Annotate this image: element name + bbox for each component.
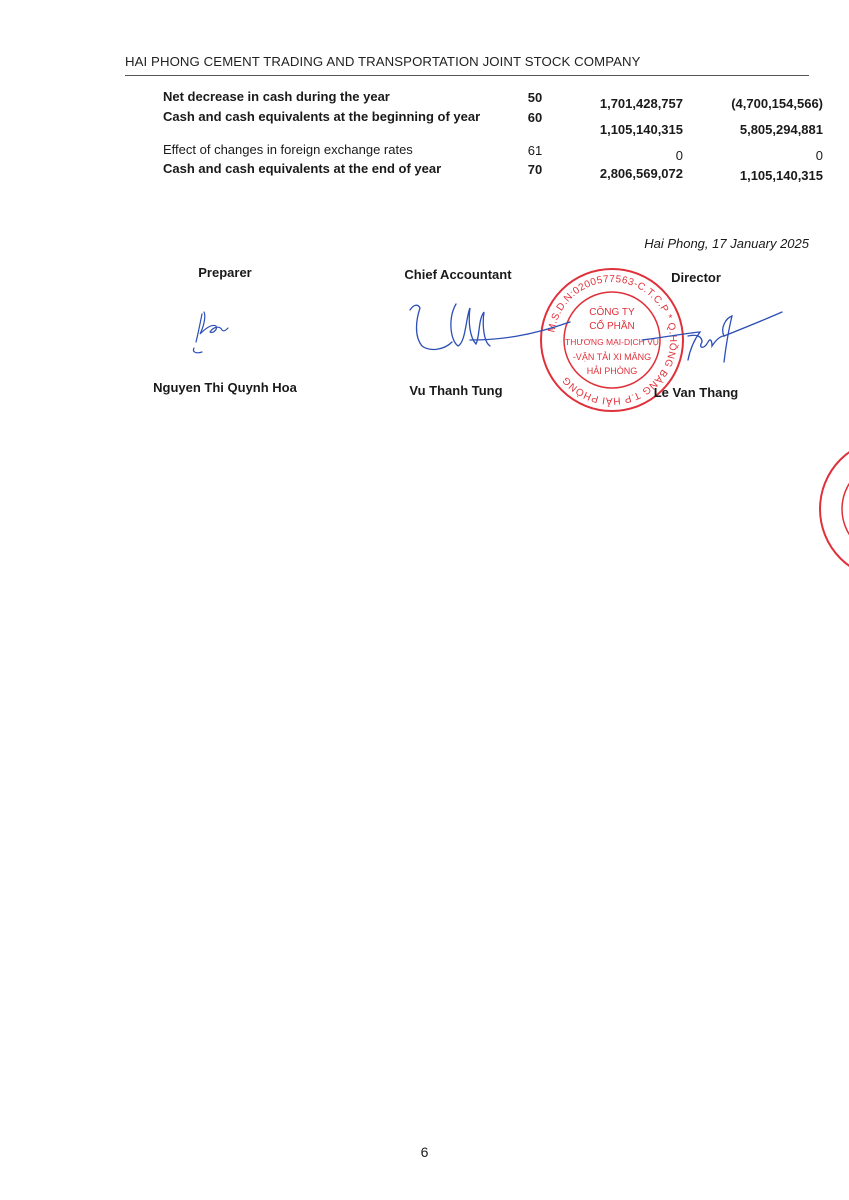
chief-accountant-signature [400, 296, 575, 360]
row-label: Cash and cash equivalents at the beginning of year [163, 109, 481, 124]
seal-line: CỔ PHẦN [589, 321, 635, 332]
seal-line: -VẬN TẢI XI MĂNG [572, 352, 652, 362]
chief-accountant-name: Vu Thanh Tung [409, 383, 503, 398]
row-label: Effect of changes in foreign exchange rates [163, 142, 413, 157]
row-previous-value: (4,700,154,566) [731, 96, 823, 111]
row-previous-value: 0 [815, 148, 823, 163]
place-and-date: Hai Phong, 17 January 2025 [644, 236, 809, 251]
preparer-name: Nguyen Thi Quynh Hoa [153, 380, 297, 395]
header-divider [125, 75, 809, 76]
seal-ring-text: M.S.D.N:0200577563-C.T.C.P * Q.HỒNG BÀNG T.P HẢI PHÒNG [546, 273, 679, 407]
director-signature [640, 306, 785, 366]
row-current-value: 1,701,428,757 [599, 96, 683, 111]
preparer-title: Preparer [198, 265, 252, 280]
preparer-signature [188, 308, 248, 360]
company-name: HAI PHONG CEMENT TRADING AND TRANSPORTATION JOINT STOCK COMPANY [125, 54, 641, 69]
seal-line: HẢI PHÒNG [586, 366, 638, 376]
row-previous-value: 1,105,140,315 [739, 168, 823, 183]
director-title: Director [671, 270, 721, 285]
row-previous-value: 5,805,294,881 [739, 122, 823, 137]
row-current-value: 0 [675, 148, 683, 163]
row-code: 70 [527, 162, 543, 177]
row-code: 60 [527, 110, 543, 125]
row-code: 50 [527, 90, 543, 105]
seal-line: THƯƠNG MẠI-DỊCH VỤ [565, 337, 659, 347]
partial-seal-icon [818, 437, 849, 582]
row-label: Net decrease in cash during the year [163, 89, 390, 104]
seal-line: CÔNG TY [589, 307, 635, 318]
row-current-value: 1,105,140,315 [599, 122, 683, 137]
director-name: Le Van Thang [653, 385, 739, 400]
chief-accountant-title: Chief Accountant [404, 267, 512, 282]
row-code: 61 [527, 143, 543, 158]
page-number: 6 [420, 1144, 429, 1160]
row-label: Cash and cash equivalents at the end of year [163, 161, 442, 176]
row-current-value: 2,806,569,072 [599, 166, 683, 181]
